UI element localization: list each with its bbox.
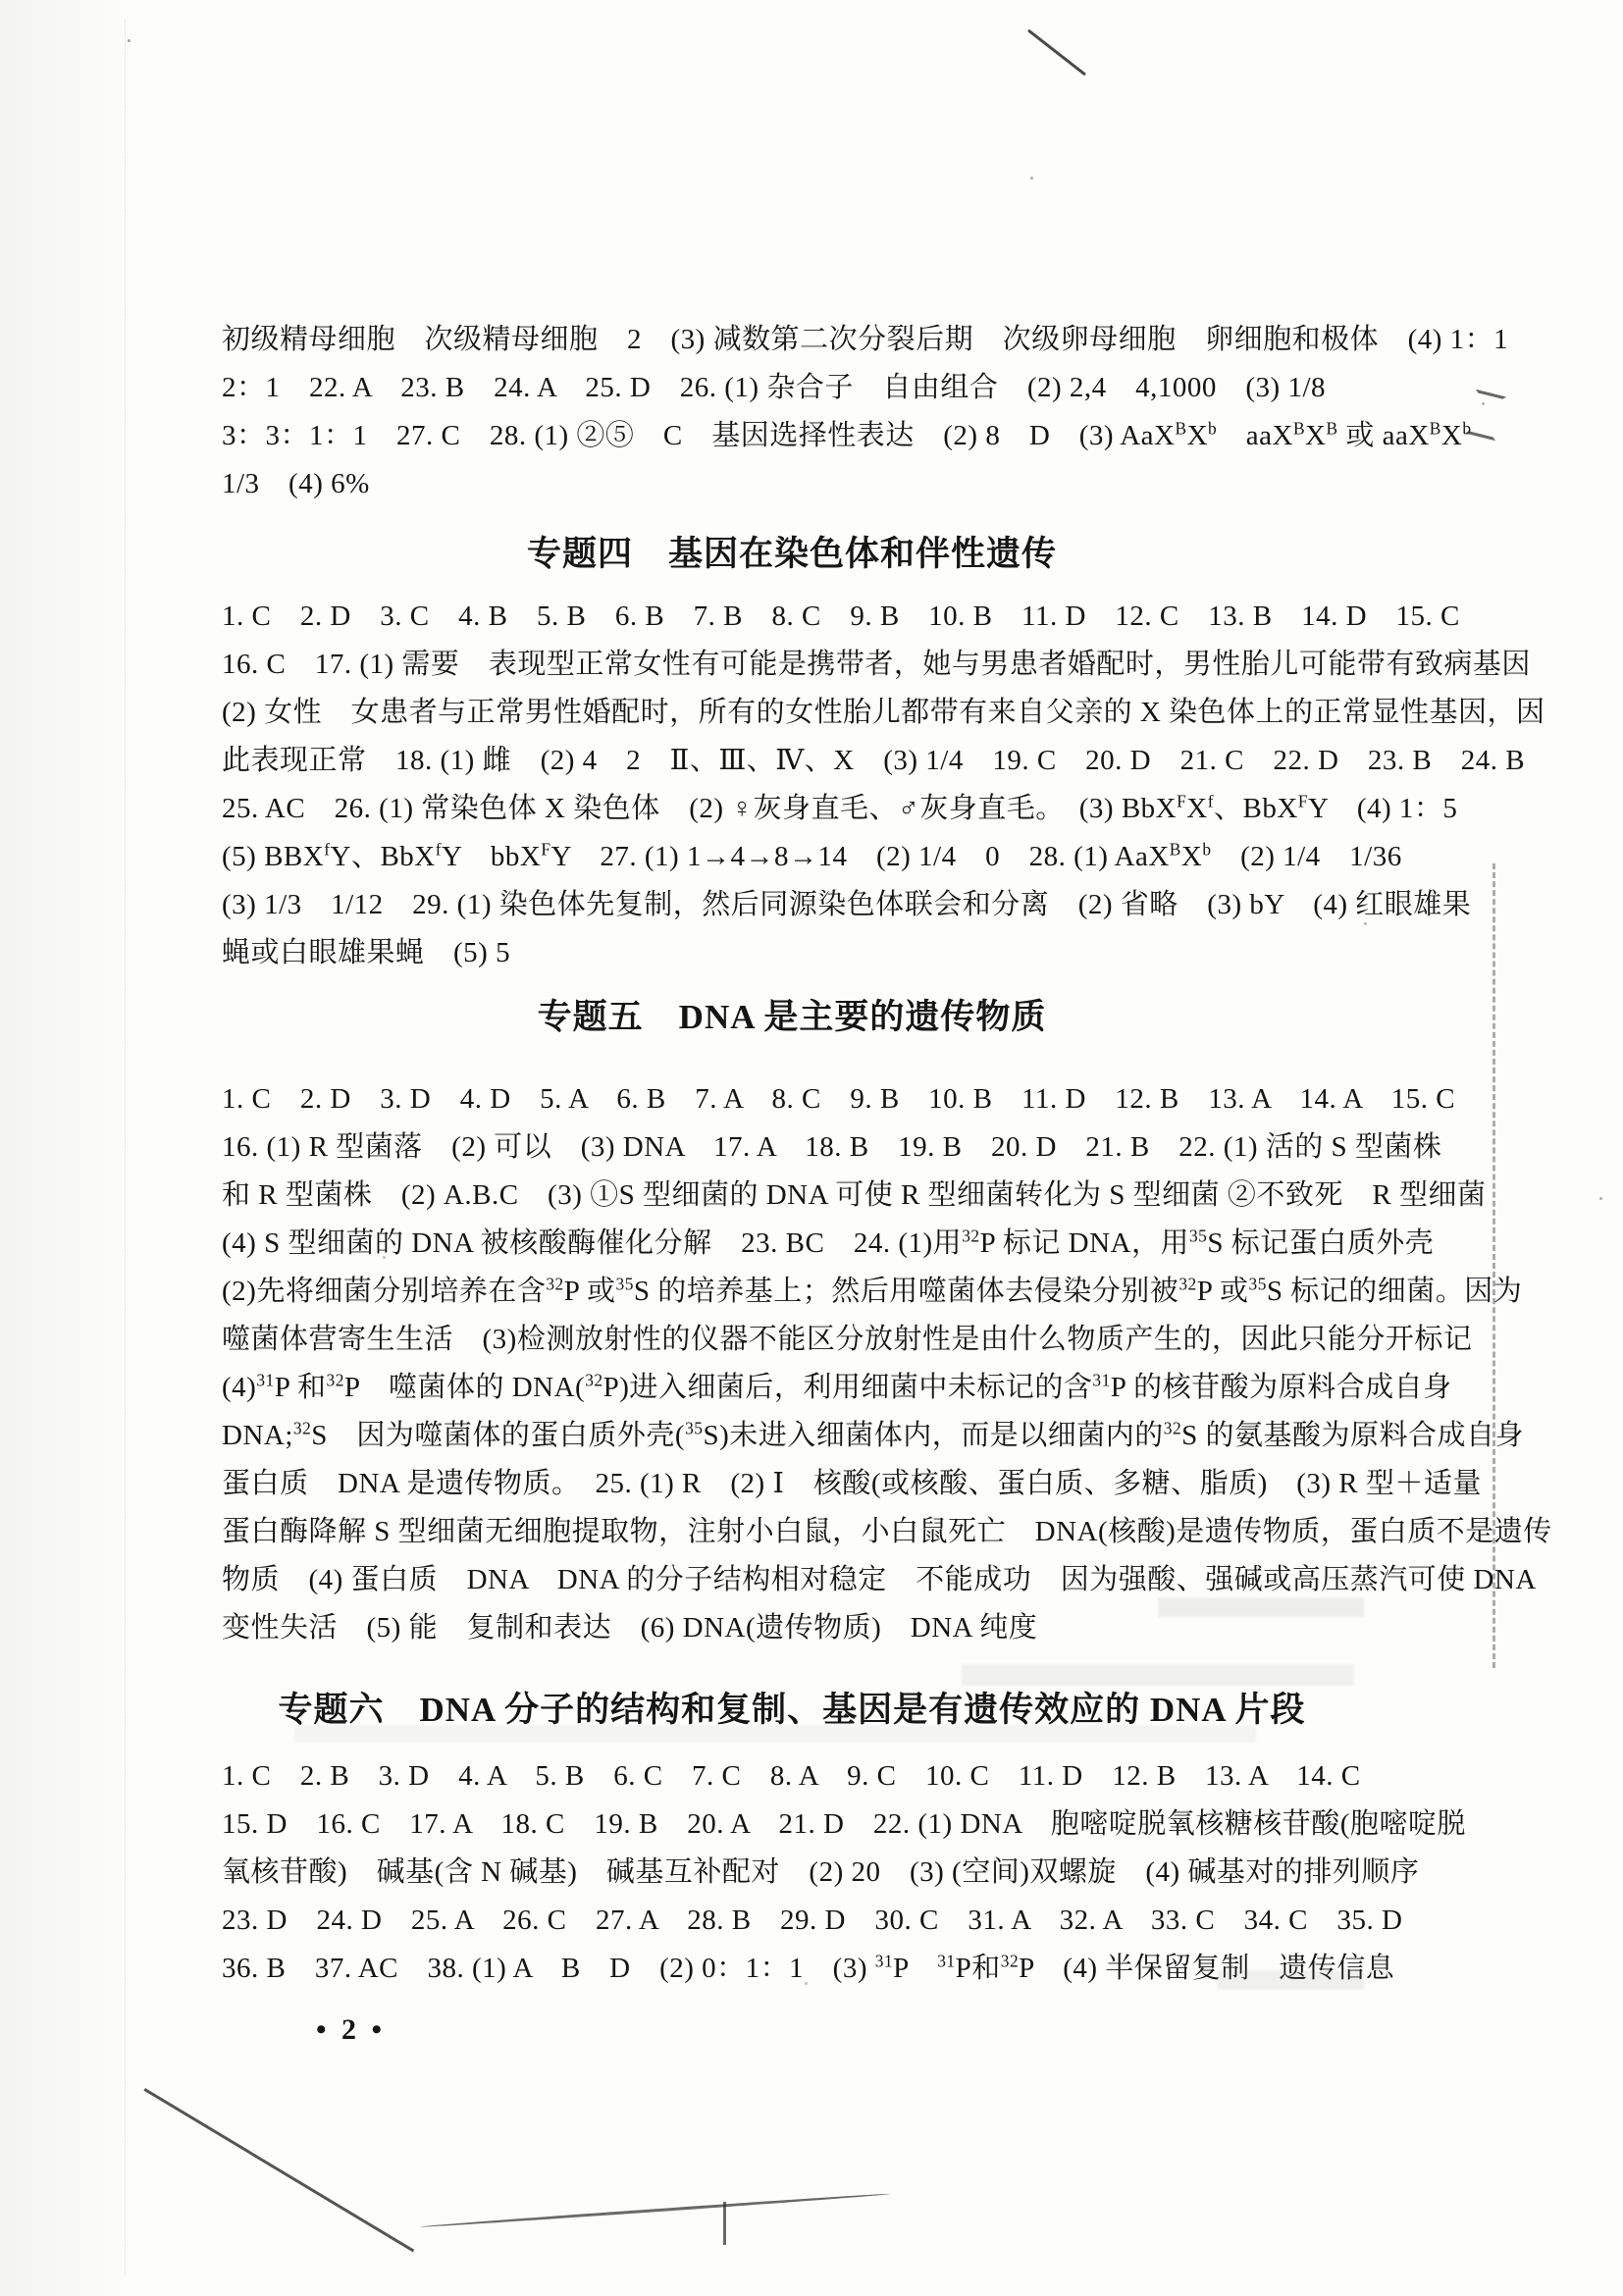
answer-line: 此表现正常 18. (1) 雌 (2) 4 2 Ⅱ、Ⅲ、Ⅳ、X (3) 1/4 19. C 20. D 21. C 22. D 23. B 24. B bbox=[222, 745, 1526, 776]
paper-left-edge-shading bbox=[0, 0, 137, 2296]
section-title-topic4: 专题四 基因在染色体和伴性遗传 bbox=[526, 535, 1057, 573]
scan-artifact-bottom-curl-line bbox=[420, 2193, 890, 2228]
answer-line: 1. C 2. D 3. C 4. B 5. B 6. B 7. B 8. C 9. B 10. B 11. D 12. C 13. B 14. D 15. C bbox=[222, 600, 1460, 632]
scan-noise-specks bbox=[128, 39, 131, 42]
continuation-answers-block bbox=[222, 316, 1509, 508]
scan-noise-smudge bbox=[1158, 1597, 1364, 1617]
answer-line: 1/3 (4) 6% bbox=[222, 468, 370, 499]
answer-line: $(4)^{31}P$ 和$^{32}$P 噬菌体的 DNA($^{32}$P)进入细菌后，利用细菌中未标记的含$^{31}$P 的核苷酸为原料合成自身 bbox=[222, 1370, 1452, 1403]
answer-line: 噬菌体营寄生生活 (3)检测放射性的仪器不能区分放射性是由什么物质产生的，因此只能分开标记 bbox=[222, 1324, 1473, 1355]
answer-line: 蛋白酶降解 S 型细菌无细胞提取物，注射小白鼠，小白鼠死亡 DNA(核酸)是遗传物质，蛋白质不是遗传 bbox=[222, 1516, 1552, 1547]
answer-line: 氧核苷酸) 碱基(含 N 碱基) 碱基互补配对 (2) 20 (3) (空间)双螺旋 (4) 碱基对的排列顺序 bbox=[222, 1856, 1420, 1888]
topic4-answers-block bbox=[222, 593, 1545, 977]
scan-artifact-bottom-tick bbox=[723, 2202, 726, 2245]
answer-line: 和 R 型菌株 (2) A.B.C (3) ①S 型细菌的 DNA 可使 R 型细菌转化为 S 型细菌 ②不致死 R 型细菌 bbox=[222, 1179, 1487, 1211]
answer-line: 16. C 17. (1) 需要 表现型正常女性有可能是携带者，她与男患者婚配时，男性胎儿可能带有致病基因 bbox=[222, 649, 1531, 680]
answer-line: 2：1 22. A 23. B 24. A 25. D 26. (1) 杂合子 自由组合 (2) 2,4 4,1000 (3) 1/8 bbox=[222, 372, 1327, 403]
answer-line: 15. D 16. C 17. A 18. C 19. B 20. A 21. D 22. (1) DNA 胞嘧啶脱氧核糖核苷酸(胞嘧啶脱 bbox=[222, 1808, 1466, 1840]
scan-noise-smudge bbox=[1217, 1970, 1364, 1990]
topic6-answers-block bbox=[222, 1752, 1466, 1993]
paper-left-edge-line bbox=[125, 20, 126, 2276]
section-title-topic5: 专题五 DNA 是主要的遗传物质 bbox=[537, 998, 1047, 1036]
answer-line: (3) 1/3 1/12 29. (1) 染色体先复制，然后同源染色体联会和分离 (2) 省略 (3) bY (4) 红眼雄果 bbox=[222, 889, 1472, 920]
topic5-answers-block bbox=[222, 1075, 1552, 1652]
answer-line: 25. AC 26. (1) 常染色体 X 染色体 (2) ♀灰身直毛、♂灰身直毛。 (3) $BbX^FX^f$、BbX$^F$Y (4) 1：5 bbox=[222, 791, 1458, 824]
answer-line: 3：3：1：1 27. C 28. (1) ②⑤ C 基因选择性表达 (2) 8 D (3) $AaX^BX^b$ $aaX^BX^B$ 或 $aaX^BX^b$ bbox=[222, 418, 1472, 451]
scan-artifact-top-diagonal bbox=[1027, 29, 1086, 77]
answer-line: DNA;$^{32}$S 因为噬菌体的蛋白质外壳($^{35}$S)未进入细菌体内，而是以细菌内的$^{32}$S 的氨基酸为原料合成自身 bbox=[222, 1418, 1525, 1451]
answer-line: 变性失活 (5) 能 复制和表达 (6) DNA(遗传物质) DNA 纯度 bbox=[222, 1612, 1038, 1644]
section-title-topic6: 专题六 DNA 分子的结构和复制、基因是有遗传效应的 DNA 片段 bbox=[278, 1691, 1306, 1729]
scan-artifact-bottom-fold-line bbox=[143, 2088, 414, 2252]
answer-line: 1. C 2. D 3. D 4. D 5. A 6. B 7. A 8. C 9. B 10. B 11. D 12. B 13. A 14. A 15. C bbox=[222, 1083, 1456, 1115]
scan-artifact-right-dashed-line bbox=[1492, 863, 1495, 1668]
scan-noise-smudge bbox=[962, 1664, 1354, 1686]
answer-line: (5) BBX$^f$Y、BbX$^f$Y bbX$^F$Y 27. (1) 1→4→8→14 (2) 1/4 0 28. (1) $AaX^BX^b$ (2) 1/4 1/36 bbox=[222, 839, 1402, 872]
answer-line: 36. B 37. AC 38. (1) A B D (2) 0：1：1 (3) $^{31}$P $^{31}$P和$^{32}$P (4) 半保留复制 遗传信息 bbox=[222, 1951, 1395, 1984]
scan-artifact-right-curl bbox=[1465, 390, 1506, 441]
answer-line: 1. C 2. B 3. D 4. A 5. B 6. C 7. C 8. A 9. C 10. C 11. D 12. B 13. A 14. C bbox=[222, 1760, 1361, 1792]
answer-line: 蝇或白眼雄果蝇 (5) 5 bbox=[222, 937, 511, 968]
answer-line: 16. (1) R 型菌落 (2) 可以 (3) DNA 17. A 18. B 19. B 20. D 21. B 22. (1) 活的 S 型菌株 bbox=[222, 1131, 1442, 1163]
answer-line: (2) 女性 女患者与正常男性婚配时，所有的女性胎儿都带有来自父亲的 X 染色体上的正常显性基因，因 bbox=[222, 697, 1545, 728]
scan-noise-smudge bbox=[294, 1725, 1256, 1743]
answer-line: 蛋白质 DNA 是遗传物质。 25. (1) R (2) Ⅰ 核酸(或核酸、蛋白质、多糖、脂质) (3) R 型＋适量 bbox=[222, 1468, 1482, 1499]
page-number: • 2 • bbox=[316, 2013, 387, 2046]
answer-line: 23. D 24. D 25. A 26. C 27. A 28. B 29. D 30. C 31. A 32. A 33. C 34. C 35. D bbox=[222, 1905, 1403, 1936]
answer-line: 物质 (4) 蛋白质 DNA DNA 的分子结构相对稳定 不能成功 因为强酸、强碱或高压蒸汽可使 DNA bbox=[222, 1564, 1537, 1595]
answer-line: 初级精母细胞 次级精母细胞 2 (3) 减数第二次分裂后期 次级卵母细胞 卵细胞和极体 (4) 1：1 bbox=[222, 324, 1509, 355]
answer-line: (2)先将细菌分别培养在含$^{32}$P 或$^{35}$S 的培养基上；然后用噬菌体去侵染分别被$^{32}$P 或$^{35}$S 标记的细菌。因为 bbox=[222, 1274, 1523, 1307]
answer-line: (4) S 型细菌的 DNA 被核酸酶催化分解 23. BC 24. (1)用$^{32}$P 标记 DNA，用$^{35}$S 标记蛋白质外壳 bbox=[222, 1226, 1435, 1259]
